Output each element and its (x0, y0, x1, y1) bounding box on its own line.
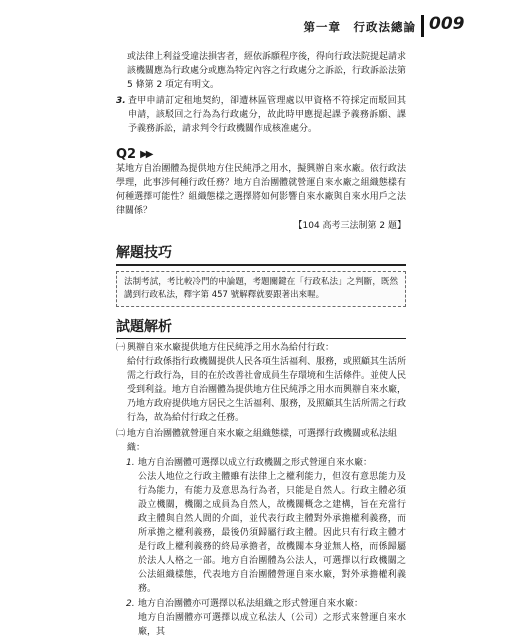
subsection-title: 興辦自來水廠提供地方住民純淨之用水為給付行政： (127, 343, 335, 353)
list-item (116, 94, 406, 136)
list-item (116, 456, 406, 596)
double-arrow-icon: ▶▶ (140, 149, 152, 160)
question-label: Q2 (116, 147, 137, 162)
tips-heading: 解題技巧 (116, 245, 172, 261)
continuation-paragraph: 或法律上利益受違法損害者，經依訴願程序後，得向行政法院提起請求該機關應為行政處分或應為特定內容之行政處分之訴訟，行政訴訟法第 5 條第 2 項定有明文。 (127, 52, 407, 90)
question-heading (116, 147, 406, 162)
page-number: 009 (429, 14, 465, 34)
tips-text: 法制考試，考比較冷門的申論題，考題關鍵在「行政私法」之判斷，既然講到行政私法，釋字第 457 號解釋就要跟著出來喔。 (124, 276, 398, 300)
section-rule (116, 264, 406, 266)
analysis-subsection-1 (116, 341, 406, 425)
item-title: 地方自治團體可選擇以成立行政機關之形式營運自來水廠： (138, 458, 373, 468)
question-text: 某地方自治團體為提供地方住民純淨之用水，擬興辦自來水廠。依行政法學理，此事涉何種行政任務？地方自治團體就營運自來水廠之組織態樣有何種選擇可能性？組織態樣之選擇將如何影響自來水廠與自來水用戶之法律關係？ (116, 164, 406, 216)
subsection-title: 地方自治團體就營運自來水廠之組織態樣，可選擇行政機關或私法組織： (127, 429, 398, 453)
subsection-marker: ㈠ (116, 343, 126, 353)
item-title: 地方自治團體亦可選擇以私法組織之形式營運自來水廠： (138, 599, 364, 609)
section-rule (116, 338, 406, 340)
page-header (0, 0, 520, 48)
item-number: 1. (126, 458, 135, 468)
header-divider (421, 15, 424, 37)
item-text: 査甲申請訂定租地契約，卻遭林區管理處以甲資格不符採定而駁回其申請，該駁回之行為為行政處分，故此時甲應提起課予義務訴願、課予義務訴訟，請求判令行政機關作成核准處分。 (128, 96, 406, 134)
item-text: 地方自治團體亦可選擇以成立私法人（公司）之形式來營運自來水廠，其 (138, 613, 406, 637)
item-number: 2. (126, 599, 135, 609)
analysis-subsection-2 (116, 427, 406, 639)
main-content (116, 50, 406, 639)
list-item (116, 597, 406, 639)
tips-box (116, 271, 406, 307)
chapter-title: 第一章 行政法總論 (303, 20, 416, 34)
subsection-body: 給付行政係指行政機關提供人民各項生活福利、服務，或照顧其生活所需之行政行為，目的在於改善社會成員生存環境和生活條件。並使人民受到利益。地方自治團體為提供地方住民純淨之用水而興辦自來水廠，乃地方政府提供地方居民之生活福利、服務，及照顧其生活所需之行政行為，故為給付行政之任務。 (127, 357, 407, 423)
item-number: 3. (116, 96, 126, 106)
question-source: 【104 高考三法制第 2 題】 (293, 221, 406, 231)
analysis-heading: 試題解析 (116, 318, 172, 335)
subsection-marker: ㈡ (116, 429, 126, 439)
item-text: 公法人地位之行政主體雖有法律上之權利能力，但沒有意思能力及行為能力，有能力及意思為行為者，只能是自然人。行政主體必須設立機關，機關之成員為自然人，故機關概念之建構，旨在充當行政主體與自然人間的介面，並代表行政主體對外承擔權利義務，而所承擔之權利義務，最後仍須歸屬行政主體。因此只有行政主體才是行政上權利義務的終局承擔者，故機關本身並無人格，而係歸屬於法人人格之一部。地方自治團體為公法人，可選擇以行政機關之公法組織樣態，代表地方自治團體營運自來水廠，對外承擔權利義務。 (138, 472, 406, 594)
